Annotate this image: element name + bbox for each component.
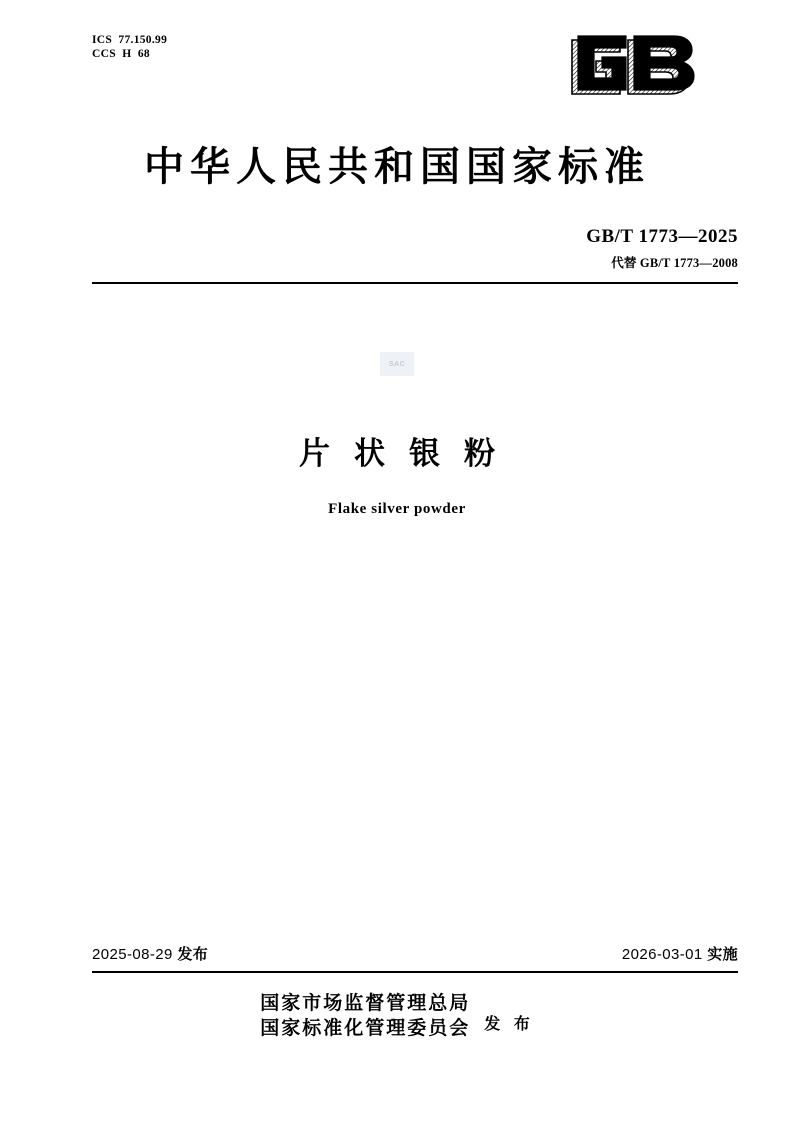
issue-date: [92, 943, 208, 964]
standard-replaces: 代替 GB/T 1773—2008: [611, 256, 738, 270]
standard-number: GB/T 1773—2025: [586, 226, 738, 247]
publisher-verb: 发 布: [484, 1013, 534, 1033]
ics-code: ICS 77.150.99: [92, 34, 168, 46]
issue-date-value: 2025-08-29: [92, 946, 173, 963]
implementation-date-value: 2026-03-01: [621, 946, 703, 963]
footer-divider: [92, 971, 738, 973]
gb-emblem-icon: [558, 26, 708, 108]
publisher-line-1: 国家市场监督管理总局: [260, 992, 471, 1014]
implementation-date: [622, 943, 738, 964]
classification-codes: [92, 33, 167, 61]
publisher-line-2: 国家标准化管理委员会: [260, 1017, 471, 1039]
implementation-date-label: 实施: [707, 945, 738, 963]
document-title-chinese: 片状银粉: [299, 436, 519, 472]
header-divider: [92, 282, 738, 284]
issue-date-label: 发布: [177, 945, 209, 963]
publisher-block: [0, 991, 794, 1041]
ccs-code: CCS H 68: [92, 48, 150, 60]
national-standard-title: 中华人民共和国国家标准: [144, 143, 650, 190]
publisher-names: [260, 991, 470, 1041]
sac-watermark: SAC: [380, 352, 414, 376]
document-title-english: Flake silver powder: [328, 501, 466, 517]
